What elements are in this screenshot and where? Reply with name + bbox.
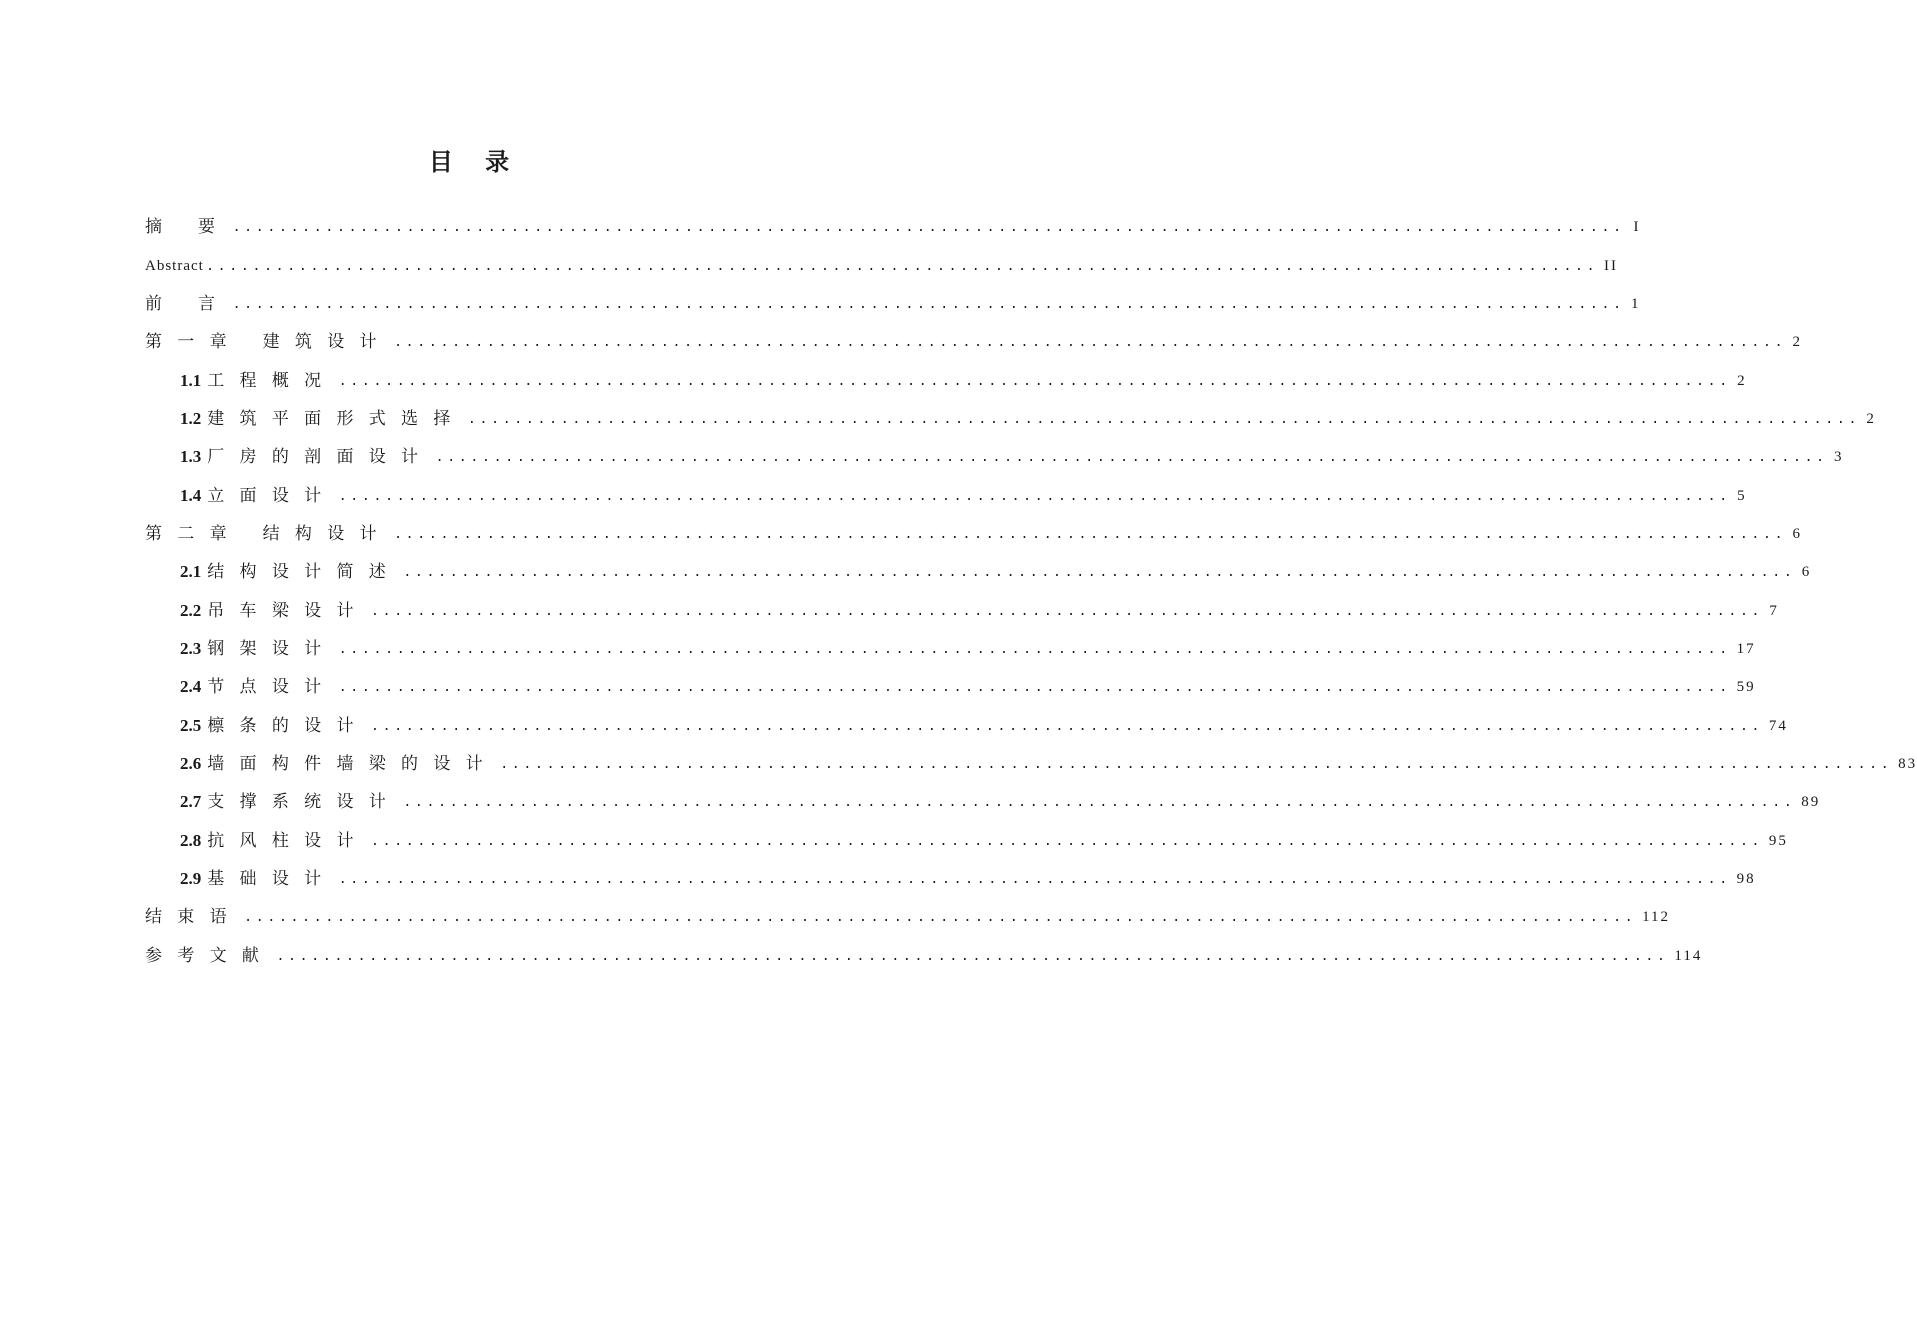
dot-leader: ........................................................................................................................	[232, 296, 1625, 313]
toc-entry[interactable]	[145, 246, 1618, 284]
toc-entry[interactable]	[145, 630, 1756, 668]
toc-entry[interactable]	[145, 553, 1812, 591]
dot-leader: ........................................................................................................................	[243, 910, 1637, 927]
toc-entry[interactable]	[145, 898, 1671, 936]
table-of-contents	[145, 208, 1917, 975]
toc-entry[interactable]	[145, 438, 1844, 476]
dot-leader: ........................................................................................................................	[435, 450, 1828, 467]
toc-entry-page-number: 95	[1768, 832, 1788, 849]
dot-leader: ........................................................................................................................	[403, 795, 1796, 812]
toc-entry-page-number: 89	[1801, 794, 1821, 811]
toc-entry-title: 支撑系统设计	[207, 792, 402, 813]
toc-entry-title: 参考文献	[145, 945, 275, 966]
toc-entry-title: 钢架设计	[207, 638, 337, 659]
toc-entry[interactable]	[145, 822, 1788, 860]
toc-entry-number: 1.4	[180, 485, 202, 505]
toc-entry-title: 抗风柱设计	[207, 830, 369, 851]
toc-entry-page-number: 112	[1642, 909, 1671, 926]
toc-entry[interactable]	[145, 515, 1802, 553]
dot-leader: ........................................................................................................................	[338, 680, 1731, 697]
toc-entry[interactable]	[145, 400, 1876, 438]
toc-entry[interactable]	[145, 937, 1703, 975]
toc-entry-number: 2.3	[180, 638, 202, 658]
toc-entry-title: 结束语	[145, 907, 242, 928]
dot-leader: ........................................................................................................................	[370, 718, 1763, 735]
dot-leader: ........................................................................................................................	[467, 411, 1860, 428]
dot-leader: ........................................................................................................................	[232, 220, 1625, 237]
toc-entry[interactable]	[145, 591, 1779, 629]
toc-entry-page-number: I	[1633, 219, 1641, 236]
toc-entry-page-number: 6	[1801, 564, 1812, 581]
toc-entry-page-number: 74	[1768, 717, 1788, 734]
toc-entry-title: 厂房的剖面设计	[207, 447, 434, 468]
toc-entry-title: 前 言	[145, 293, 231, 314]
dot-leader: ........................................................................................................................	[338, 872, 1731, 889]
toc-entry-page-number: 17	[1736, 640, 1756, 657]
dot-leader: ........................................................................................................................	[370, 833, 1763, 850]
toc-entry-title: 节点设计	[207, 677, 337, 698]
toc-entry-title: 立面设计	[207, 485, 337, 506]
toc-entry-page-number: II	[1604, 257, 1618, 274]
toc-entry-page-number: 114	[1674, 947, 1703, 964]
toc-entry-title: 摘 要	[145, 217, 231, 238]
toc-entry-page-number: 1	[1630, 295, 1641, 312]
dot-leader: ........................................................................................................................	[338, 373, 1731, 390]
dot-leader: ........................................................................................................................	[393, 526, 1786, 543]
page-title: 目 录	[428, 147, 522, 176]
toc-entry-title: Abstract	[145, 257, 204, 274]
toc-entry-page-number: 98	[1736, 871, 1756, 888]
toc-entry-title: 建筑平面形式选择	[207, 408, 466, 429]
toc-entry-number: 2.4	[180, 677, 202, 697]
toc-entry-title: 墙面构件墙梁的设计	[207, 753, 498, 774]
toc-entry-number: 2.6	[180, 753, 202, 773]
toc-entry[interactable]	[145, 323, 1802, 361]
toc-entry-number: 2.8	[180, 830, 202, 850]
toc-entry-title: 吊车梁设计	[207, 600, 369, 621]
toc-entry[interactable]	[145, 668, 1756, 706]
dot-leader: ........................................................................................................................	[499, 756, 1893, 773]
toc-entry-page-number: 2	[1737, 372, 1747, 389]
toc-entry[interactable]	[145, 208, 1641, 246]
toc-entry-title: 第二章 结构设计	[145, 523, 392, 544]
toc-entry-page-number: 2	[1866, 410, 1876, 427]
toc-entry-title: 结构设计简述	[207, 562, 402, 583]
toc-entry-page-number: 6	[1792, 525, 1802, 542]
toc-entry-title: 檩条的设计	[207, 715, 369, 736]
toc-entry-number: 2.1	[180, 562, 202, 582]
dot-leader: ........................................................................................................................	[276, 948, 1669, 965]
toc-entry-number: 2.2	[180, 600, 202, 620]
dot-leader: ........................................................................................................................	[338, 488, 1731, 505]
toc-entry-page-number: 7	[1769, 602, 1779, 619]
toc-entry-page-number: 59	[1736, 679, 1756, 696]
toc-entry-page-number: 2	[1792, 334, 1802, 351]
toc-entry-title: 第一章 建筑设计	[145, 332, 392, 353]
toc-entry-page-number: 3	[1834, 449, 1844, 466]
dot-leader: ........................................................................................................................	[403, 565, 1796, 582]
toc-entry[interactable]	[145, 285, 1641, 323]
toc-entry[interactable]	[145, 783, 1821, 821]
toc-entry-page-number: 5	[1737, 487, 1747, 504]
toc-entry[interactable]	[145, 476, 1747, 514]
toc-entry-page-number: 83	[1898, 755, 1917, 772]
toc-entry-number: 2.7	[180, 792, 202, 812]
toc-entry-number: 1.1	[180, 370, 202, 390]
toc-entry-title: 基础设计	[207, 869, 337, 890]
dot-leader: ........................................................................................................................	[338, 641, 1731, 658]
toc-entry-number: 2.9	[180, 869, 202, 889]
dot-leader: ........................................................................................................................	[205, 258, 1598, 275]
toc-entry-number: 1.3	[180, 447, 202, 467]
toc-entry-title: 工程概况	[207, 370, 337, 391]
toc-entry[interactable]	[145, 706, 1788, 744]
dot-leader: ........................................................................................................................	[393, 335, 1786, 352]
toc-entry[interactable]	[145, 361, 1747, 399]
toc-entry[interactable]	[145, 860, 1756, 898]
toc-entry[interactable]	[145, 745, 1917, 783]
toc-entry-number: 1.2	[180, 408, 202, 428]
dot-leader: ........................................................................................................................	[370, 603, 1763, 620]
toc-entry-number: 2.5	[180, 715, 202, 735]
